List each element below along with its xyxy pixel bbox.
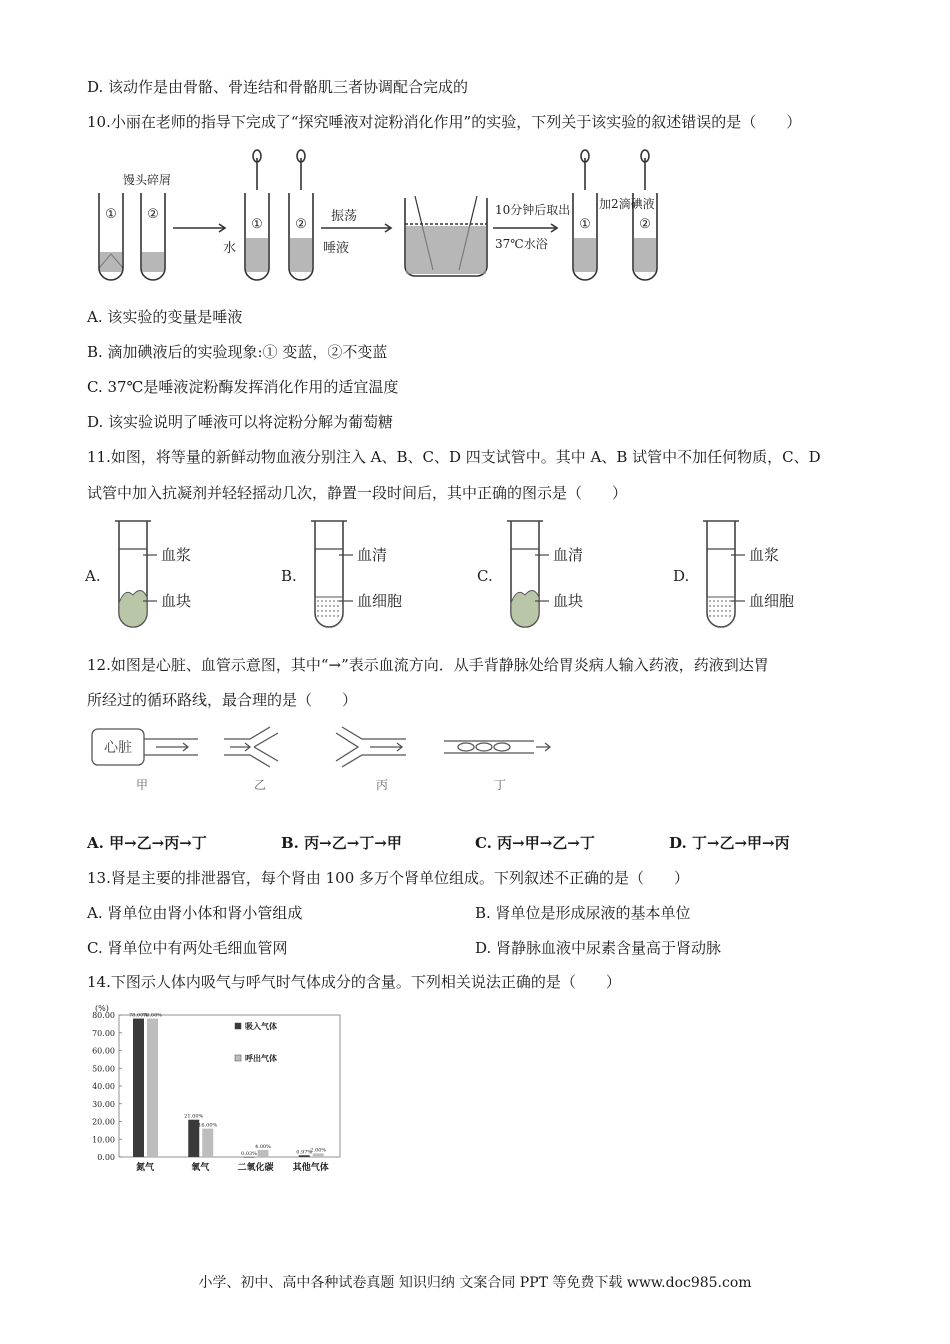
q12-vessels-figure (90, 725, 560, 797)
chart-data-label: 4.00% (255, 1143, 271, 1150)
chart-ytick-label: 0.00 (97, 1153, 115, 1162)
q11-tube-letter: C. (477, 567, 493, 585)
q13-option-b: B. 肾单位是形成尿液的基本单位 (475, 904, 691, 922)
q10-wait-label: 10分钟后取出 (495, 203, 571, 217)
q11-bottom-label: 血细胞 (749, 592, 795, 610)
q11-bottom-label: 血块 (553, 592, 584, 610)
q11-bottom-label: 血细胞 (357, 592, 403, 610)
q13-option-d: D. 肾静脉血液中尿素含量高于肾动脉 (475, 939, 722, 957)
q12-stem-line1: 12.如图是心脏、血管示意图，其中“→”表示血流方向．从手背静脉处给胃炎病人输入药液，药液到达胃 (87, 656, 769, 674)
chart-ytick-label: 60.00 (92, 1046, 115, 1056)
q11-bottom-label: 血块 (161, 592, 192, 610)
chart-ylabel: (%) (95, 1004, 109, 1013)
chart-data-label: 2.00% (310, 1147, 327, 1154)
chart-ytick-label: 40.00 (92, 1082, 115, 1091)
q10-bath-label: 37℃水浴 (495, 237, 548, 251)
q10-experiment-figure (85, 148, 685, 288)
q10-tube2-label-c: ② (639, 217, 651, 232)
q11-tubes-figure (85, 515, 825, 640)
q10-tube1-label-a: ① (105, 207, 117, 222)
q11-stem-line1: 11.如图，将等量的新鲜动物血液分别注入 A、B、C、D 四支试管中。其中 A、B 试管中不加任何物质，C、D (87, 448, 821, 466)
q13-stem: 13.肾是主要的排泄器官，每个肾由 100 多万个肾单位组成。下列叙述不正确的是（ ） (87, 869, 690, 887)
chart-legend-swatch (235, 1055, 241, 1061)
q13-option-a: A. 肾单位由肾小体和肾小管组成 (87, 904, 303, 922)
q10-crumbs-label: 馒头碎屑 (123, 173, 172, 187)
chart-ytick-label: 10.00 (92, 1135, 115, 1145)
q10-option-c: C. 37℃是唾液淀粉酶发挥消化作用的适宜温度 (87, 378, 399, 396)
q12-option-c: C. 丙→甲→乙→丁 (475, 834, 595, 852)
q11-stem-line2: 试管中加入抗凝剂并轻轻摇动几次，静置一段时间后，其中正确的图示是（ ） (87, 484, 628, 502)
chart-data-label: 0.97% (296, 1149, 313, 1156)
q12-heart-label: 心脏 (104, 740, 132, 756)
q10-tube2-label-a: ② (147, 207, 159, 222)
q12-label-ding: 丁 (493, 778, 507, 792)
chart-bar (258, 1150, 269, 1157)
q12-label-jia: 甲 (135, 778, 149, 792)
q10-tube1-label-b: ① (251, 217, 263, 232)
chart-legend-swatch (235, 1023, 241, 1029)
chart-category-label: 其他气体 (292, 1163, 329, 1173)
chart-bar (313, 1153, 324, 1157)
q14-gas-chart (85, 1003, 350, 1185)
chart-ytick-label: 20.00 (92, 1117, 115, 1127)
chart-ytick-label: 30.00 (92, 1099, 115, 1109)
q10-saliva-label: 唾液 (323, 241, 350, 256)
chart-data-label: 78.00% (142, 1012, 163, 1019)
q12-stem-line2: 所经过的循环路线，最合理的是（ ） (87, 691, 358, 709)
q12-option-b: B. 丙→乙→丁→甲 (281, 834, 402, 852)
chart-category-label: 氧气 (191, 1163, 210, 1173)
q10-option-a: A. 该实验的变量是唾液 (87, 308, 243, 326)
chart-bar (147, 1019, 158, 1157)
q11-top-label: 血清 (553, 546, 584, 564)
q11-top-label: 血浆 (161, 546, 192, 564)
q12-option-a: A. 甲→乙→丙→丁 (87, 834, 207, 852)
q11-tube-letter: A. (85, 567, 101, 585)
q12-option-d: D. 丁→乙→甲→丙 (669, 834, 790, 852)
chart-data-label: 0.03% (241, 1150, 257, 1157)
chart-data-label: 21.00% (184, 1113, 204, 1120)
q10-stem: 10.小丽在老师的指导下完成了“探究唾液对淀粉消化作用”的实验，下列关于该实验的叙述错误的是（ ） (87, 113, 802, 131)
q10-water-label: 水 (223, 241, 237, 256)
chart-bar (202, 1129, 213, 1157)
q10-option-d: D. 该实验说明了唾液可以将淀粉分解为葡萄糖 (87, 413, 394, 431)
q10-tube1-label-c: ① (579, 217, 591, 232)
q11-tube-letter: B. (281, 567, 297, 585)
q10-iodine-label: 加2滴碘液 (599, 197, 655, 211)
q10-shake-label: 振荡 (331, 209, 358, 224)
q9-option-d: D. 该动作是由骨骼、骨连结和骨骼肌三者协调配合完成的 (87, 78, 469, 96)
q11-top-label: 血清 (357, 546, 388, 564)
chart-ytick-label: 50.00 (92, 1064, 115, 1074)
page-footer: 小学、初中、高中各种试卷真题 知识归纳 文案合同 PPT 等免费下载 www.doc985.com (198, 1275, 752, 1291)
chart-ytick-label: 70.00 (92, 1028, 115, 1038)
q11-blood-clot (511, 590, 539, 627)
chart-category-label: 二氧化碳 (237, 1163, 274, 1173)
chart-legend-label: 吸入气体 (245, 1021, 277, 1031)
chart-ytick-label: 80.00 (92, 1011, 115, 1020)
chart-bar (299, 1155, 310, 1157)
q14-stem: 14.下图示人体内吸气与呼气时气体成分的含量。下列相关说法正确的是（ ） (87, 973, 621, 991)
chart-bar (244, 1157, 255, 1158)
chart-data-label: 16.00% (198, 1122, 218, 1129)
chart-data-label: 78.00% (128, 1012, 149, 1019)
q12-label-yi: 乙 (253, 778, 267, 792)
q11-blood-clot (119, 590, 147, 627)
chart-category-label: 氮气 (135, 1163, 155, 1173)
chart-legend-label: 呼出气体 (245, 1053, 277, 1063)
q11-top-label: 血浆 (749, 546, 780, 564)
q12-label-bing: 丙 (375, 778, 389, 792)
chart-bar (133, 1019, 144, 1157)
q11-tube-letter: D. (673, 567, 690, 585)
q10-tube2-label-b: ② (295, 217, 307, 232)
q10-option-b: B. 滴加碘液后的实验现象:① 变蓝，②不变蓝 (87, 343, 388, 361)
q13-option-c: C. 肾单位中有两处毛细血管网 (87, 939, 288, 957)
